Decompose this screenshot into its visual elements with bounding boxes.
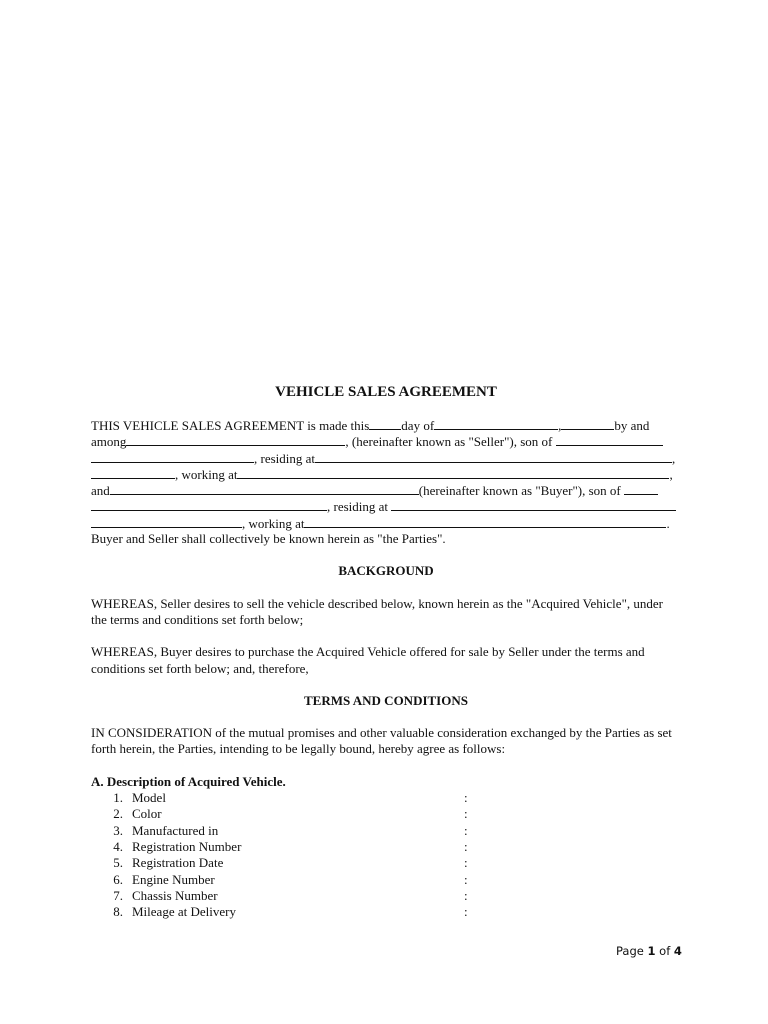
document-body bbox=[91, 383, 681, 920]
list-item: 7. Chassis Number : bbox=[113, 887, 468, 903]
intro-line-2: among , (hereinafter known as "Seller"), son of bbox=[91, 433, 681, 449]
list-item: 3. Manufactured in : bbox=[113, 822, 468, 838]
seller-parent-blank[interactable] bbox=[556, 433, 663, 446]
list-item: 1. Model : bbox=[113, 790, 468, 806]
buyer-parent-blank[interactable] bbox=[624, 482, 658, 495]
seller-residence-blank-cont[interactable] bbox=[91, 466, 175, 479]
buyer-name-blank[interactable] bbox=[110, 482, 419, 495]
intro-line-5: and (hereinafter known as "Buyer"), son of bbox=[91, 482, 681, 498]
list-item: 6. Engine Number : bbox=[113, 871, 468, 887]
terms-heading: TERMS AND CONDITIONS bbox=[304, 692, 468, 708]
consideration-paragraph: IN CONSIDERATION of the mutual promises and other valuable consideration exchanged by the Parties as set forth herein, the Parties, intending to be legally bound, hereby agree as follows: bbox=[91, 725, 672, 757]
intro-line-8: Buyer and Seller shall collectively be known herein as "the Parties". bbox=[91, 531, 446, 547]
month-blank[interactable] bbox=[434, 417, 558, 430]
year-blank[interactable] bbox=[561, 417, 614, 430]
buyer-work-blank[interactable] bbox=[304, 515, 666, 528]
seller-work-blank[interactable] bbox=[237, 466, 669, 479]
buyer-residence-blank-cont[interactable] bbox=[91, 515, 242, 528]
list-item: 2. Color : bbox=[113, 806, 468, 822]
vehicle-description-list bbox=[91, 790, 681, 920]
intro-line-3: , residing at , bbox=[91, 450, 681, 466]
day-blank[interactable] bbox=[369, 417, 401, 430]
buyer-parent-blank-cont[interactable] bbox=[91, 498, 327, 511]
background-heading: BACKGROUND bbox=[338, 563, 434, 579]
whereas-seller-paragraph: WHEREAS, Seller desires to sell the vehicle described below, known herein as the "Acquired Vehicle", under the terms and conditions set forth below; bbox=[91, 595, 663, 627]
seller-residence-blank[interactable] bbox=[315, 450, 672, 463]
intro-line-7: , working at . bbox=[91, 515, 681, 531]
intro-line-6: , residing at bbox=[91, 498, 681, 514]
intro-line-1: THIS VEHICLE SALES AGREEMENT is made this day of , by and bbox=[91, 418, 650, 433]
total-pages-number: 4 bbox=[673, 944, 682, 958]
section-a-heading: A. Description of Acquired Vehicle. bbox=[91, 773, 286, 789]
list-item: 4. Registration Number : bbox=[113, 838, 468, 854]
whereas-buyer-paragraph: WHEREAS, Buyer desires to purchase the Acquired Vehicle offered for sale by Seller under the terms and conditions set forth below; and, therefore, bbox=[91, 644, 645, 676]
intro-line-4: , working at , bbox=[91, 466, 681, 482]
list-item: 5. Registration Date : bbox=[113, 855, 468, 871]
intro-paragraph bbox=[91, 417, 681, 547]
current-page-number: 1 bbox=[647, 944, 656, 958]
list-item: 8. Mileage at Delivery : bbox=[113, 904, 468, 920]
buyer-residence-blank[interactable] bbox=[391, 498, 676, 511]
page-number-footer: Page 1 of 4 bbox=[616, 944, 682, 958]
document-title: VEHICLE SALES AGREEMENT bbox=[275, 384, 497, 400]
seller-name-blank[interactable] bbox=[126, 433, 345, 446]
seller-parent-blank-cont[interactable] bbox=[91, 450, 254, 463]
